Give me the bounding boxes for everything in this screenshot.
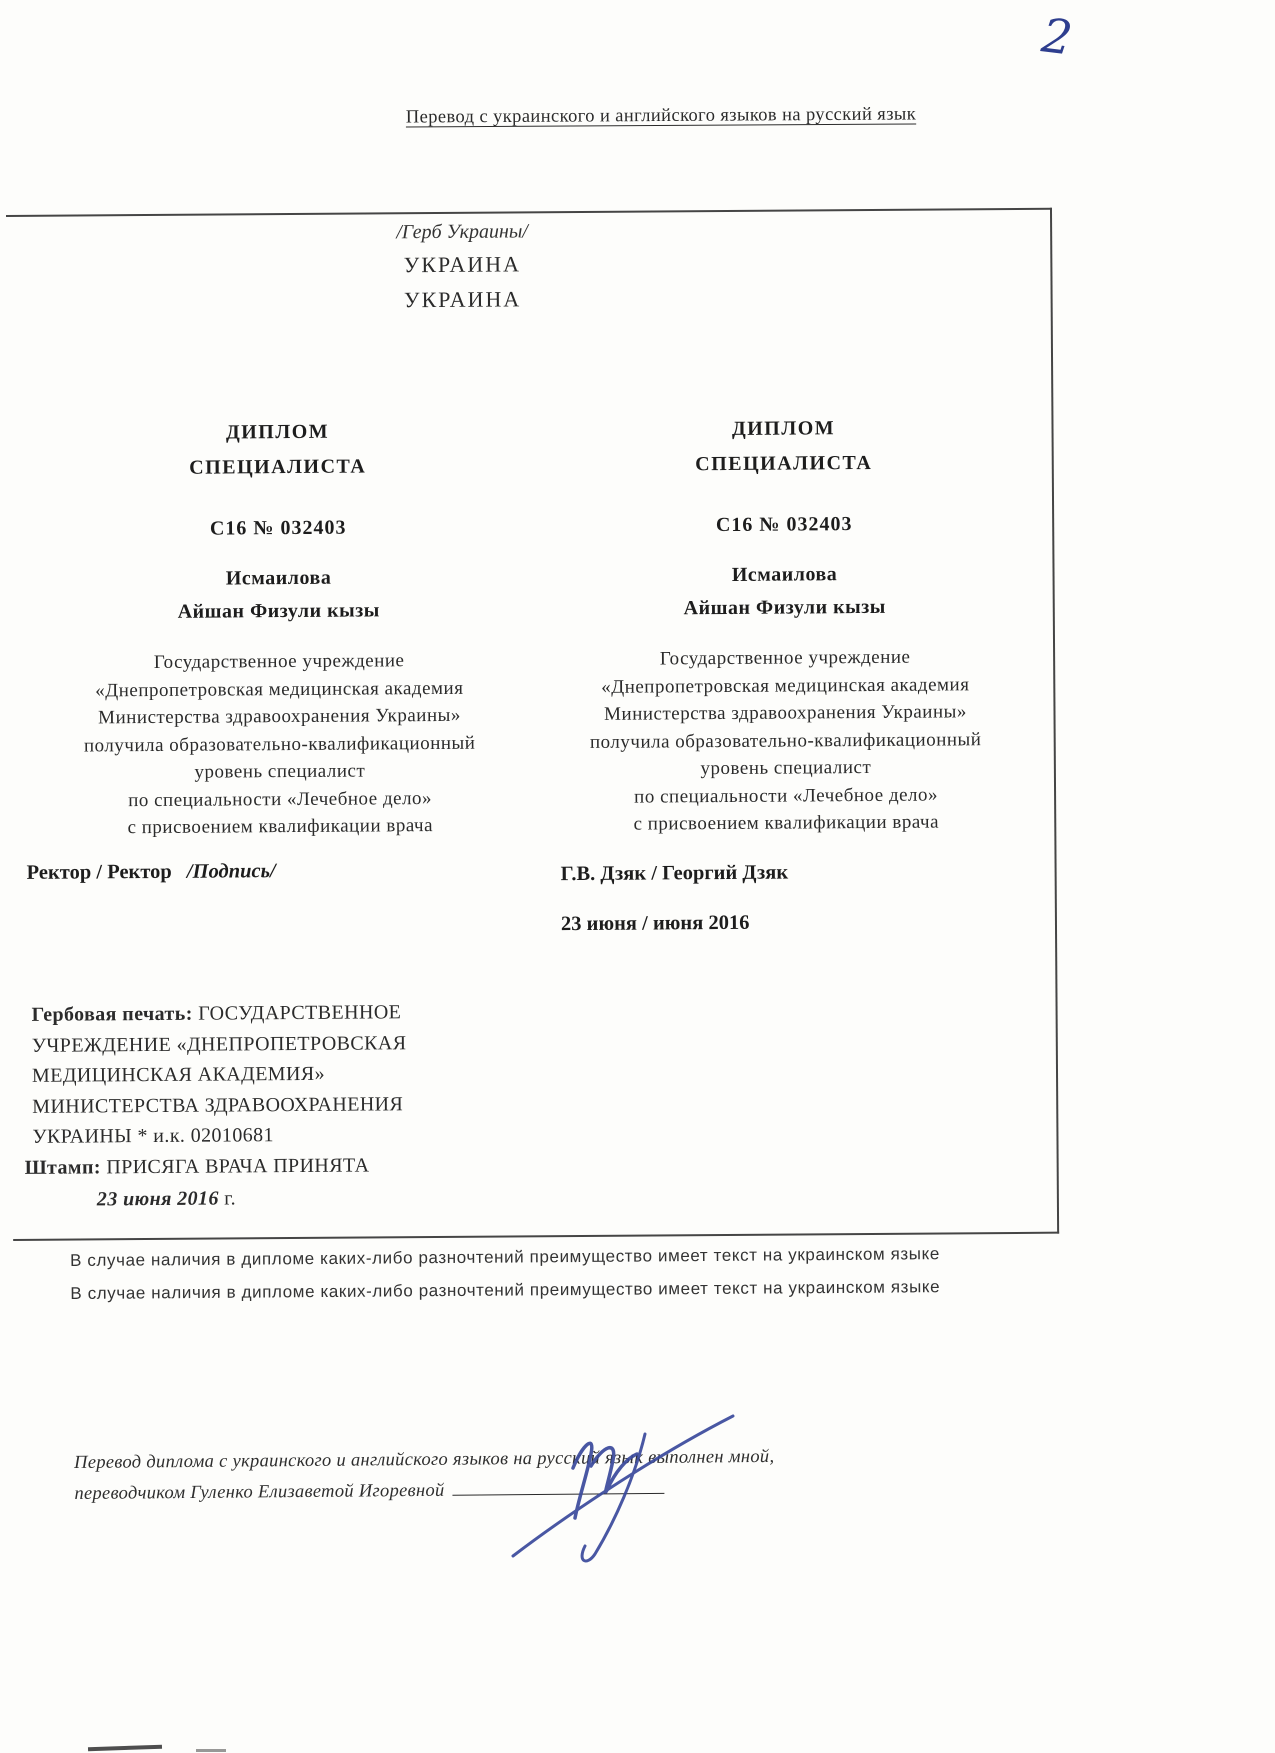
- country-line: УКРАИНА: [403, 286, 522, 313]
- stamp-date: 23 июня 2016: [96, 1187, 219, 1211]
- diploma-heading: ДИПЛОМ: [225, 420, 330, 444]
- diploma-box: [6, 208, 1059, 1241]
- graduate-surname: Исмаилова: [225, 566, 332, 590]
- diploma-heading: ДИПЛОМ: [731, 417, 836, 440]
- translator-note-line: Перевод диплома с украинского и английского языков на русский язык выполнен мной,: [74, 1446, 775, 1473]
- disclaimer-line: В случае наличия в дипломе каких-либо разночтений преимущество имеет текст на украинском языке: [70, 1277, 941, 1303]
- signatory-name: Г.В. Дзяк / Георгий Дзяк: [560, 861, 789, 886]
- country-line: УКРАИНА: [403, 251, 522, 278]
- seal-text: ГОСУДАРСТВЕННОЕ: [198, 1001, 402, 1025]
- seal-text: УЧРЕЖДЕНИЕ «ДНЕПРОПЕТРОВСКАЯ: [31, 1031, 407, 1057]
- seal-text: МИНИСТЕРСТВА ЗДРАВООХРАНЕНИЯ: [32, 1092, 404, 1118]
- rector-signature-line: [27, 860, 276, 885]
- graduate-given-name: Айшан Физули кызы: [683, 595, 886, 620]
- stamp-date-suffix: г.: [224, 1187, 237, 1210]
- seal-text: УКРАИНЫ * и.к. 02010681: [32, 1124, 274, 1148]
- diploma-body-text: Государственное учреждение «Днепропетровская медицинская академия Министерства здравоохранения Украины» получила образовательно-квалификационный уровень специалист по специальности «Лечебное дело» с присвоением квалификации врача: [83, 650, 476, 839]
- diploma-serial: С16 № 032403: [715, 513, 853, 537]
- handwritten-page-number: 2: [1038, 8, 1076, 67]
- page-title: Перевод с украинского и английского языков на русский язык: [405, 104, 917, 128]
- scan-edge-artifact: [196, 1749, 226, 1752]
- signature-placeholder-note: /Подпись/: [186, 860, 276, 883]
- diploma-serial: С16 № 032403: [209, 516, 347, 540]
- stamp-block: [25, 1149, 370, 1215]
- graduate-surname: Исмаилова: [731, 563, 838, 586]
- language-precedence-disclaimer: [70, 1236, 1100, 1310]
- stamp-text: ПРИСЯГА ВРАЧА ПРИНЯТА: [106, 1154, 370, 1179]
- diploma-column-right: [533, 410, 1036, 839]
- rector-label: Ректор / Ректор: [26, 860, 172, 884]
- diploma-body-text: Государственное учреждение «Днепропетровская медицинская академия Министерства здравоохранения Украины» получила образовательно-квалификационный уровень специалист по специальности «Лечебное дело» с присвоением квалификации врача: [589, 646, 982, 835]
- seal-block: [31, 997, 502, 1153]
- translator-signature-ink: [495, 1406, 745, 1571]
- diploma-column-left: [27, 413, 530, 842]
- diploma-heading: СПЕЦИАЛИСТА: [189, 455, 367, 479]
- translator-note-line: переводчиком Гуленко Елизаветой Игоревной: [74, 1480, 445, 1504]
- seal-text: МЕДИЦИНСКАЯ АКАДЕМИЯ»: [31, 1062, 326, 1087]
- diploma-heading: СПЕЦИАЛИСТА: [695, 451, 873, 476]
- stamp-label: Штамп:: [24, 1156, 101, 1179]
- seal-label: Гербовая печать:: [31, 1002, 193, 1026]
- scan-edge-artifact: [88, 1745, 162, 1752]
- disclaimer-line: В случае наличия в дипломе каких-либо разночтений преимущество имеет текст на украинском языке: [70, 1244, 940, 1270]
- diploma-header: [6, 215, 919, 320]
- signatory-date: 23 июня / июня 2016: [560, 911, 750, 936]
- graduate-given-name: Айшан Физули кызы: [177, 599, 380, 623]
- emblem-note: /Герб Украины/: [396, 220, 529, 244]
